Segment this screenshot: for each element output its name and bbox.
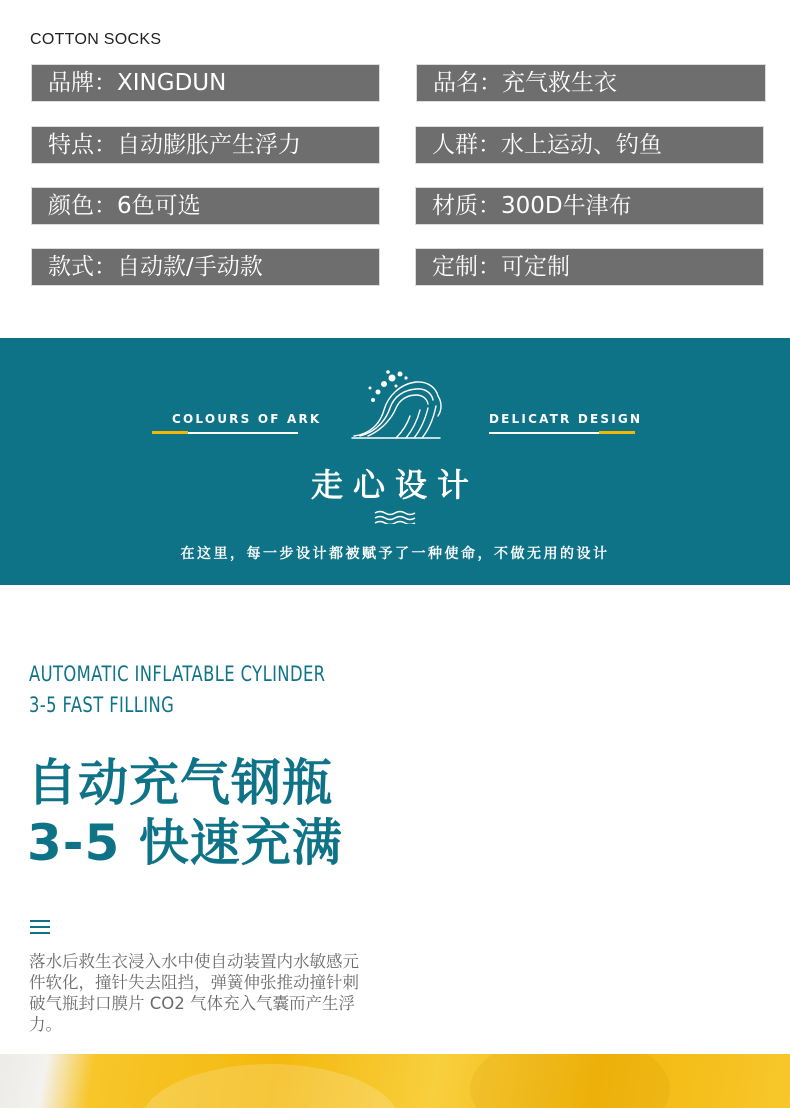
spec-product-name: 品名：充气救生衣: [416, 64, 766, 102]
feature-chinese-line-2: 3-5 快速充满: [27, 814, 343, 872]
banner-left-accent: [152, 431, 188, 434]
ocean-wave-icon: [348, 366, 444, 442]
menu-lines-icon: [30, 920, 50, 934]
product-photo: [0, 1054, 790, 1108]
spec-customization: 定制：可定制: [415, 248, 764, 286]
spec-material: 材质：300D牛津布: [415, 187, 764, 225]
banner-title: 走心设计: [310, 466, 479, 504]
spec-audience: 人群：水上运动、钓鱼: [415, 126, 764, 164]
feature-english-line-2: 3-5 FAST FILLING: [29, 693, 175, 717]
feature-description: 落水后救生衣浸入水中使自动装置内水敏感元件软化，撞针失去阻挡，弹簧伸张推动撞针刺破气瓶封口膜片 CO2 气体充入气囊而产生浮力。: [29, 952, 359, 1034]
banner-subtitle: 在这里，每一步设计都被赋予了一种使命，不做无用的设计: [180, 546, 610, 562]
spec-color: 颜色：6色可选: [31, 187, 380, 225]
spec-style: 款式：自动款/手动款: [31, 248, 380, 286]
banner-left-tag: COLOURS OF ARK: [172, 412, 322, 426]
banner-right-accent: [599, 431, 635, 434]
feature-chinese-line-1: 自动充气钢瓶: [27, 754, 333, 812]
feature-english-heading: [29, 659, 325, 721]
feature-chinese-heading: [27, 753, 343, 873]
design-banner: [0, 338, 790, 585]
header-label: COTTON SOCKS: [30, 31, 162, 48]
spec-feature: 特点：自动膨胀产生浮力: [31, 126, 380, 164]
small-wave-icon: [374, 510, 416, 524]
feature-english-line-1: AUTOMATIC INFLATABLE CYLINDER: [29, 662, 326, 686]
spec-brand: 品牌：XINGDUN: [31, 64, 380, 102]
banner-right-tag: DELICATR DESIGN: [489, 412, 643, 426]
